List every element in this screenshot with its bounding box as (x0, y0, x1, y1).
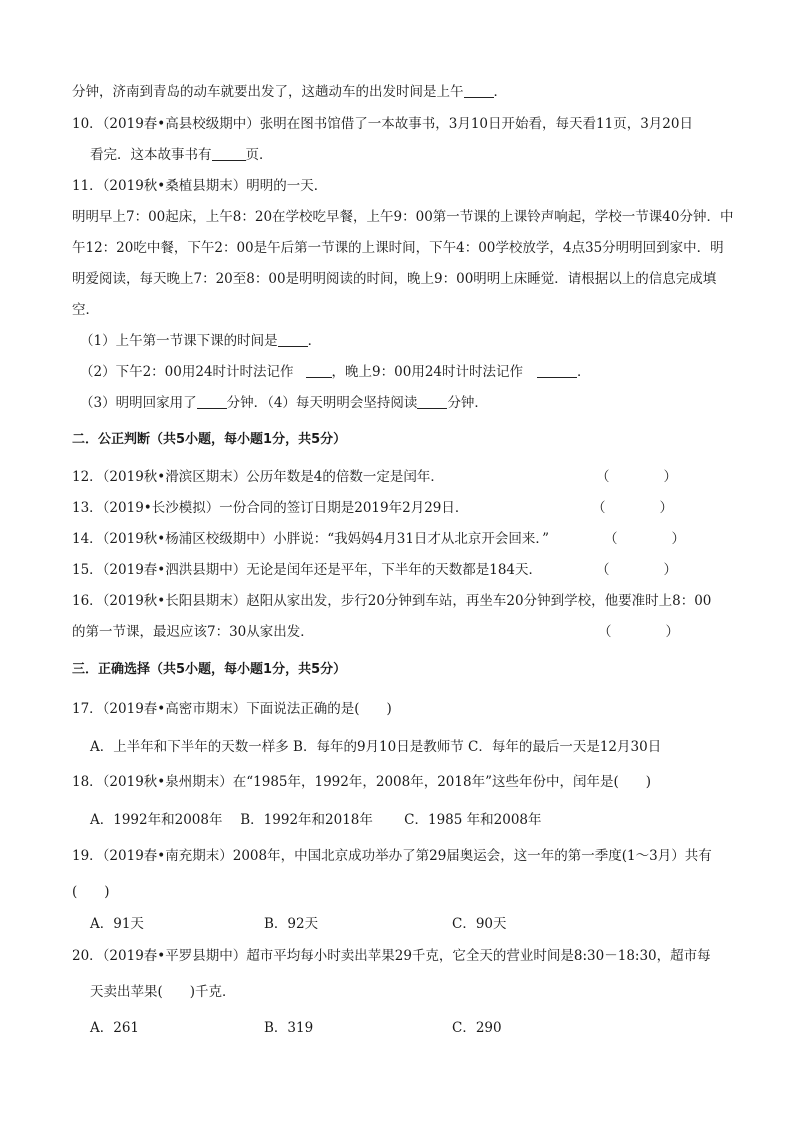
section-heading-judgment: 二．公正判断（共5小题，每小题1分，共5分） (72, 432, 347, 447)
question-17: 17．（2019春•高密市期末）下面说法正确的是( ) (72, 701, 392, 717)
question-11-sub3: （3）明明回家用了 分钟．（4）每天明明会坚持阅读 分钟． (80, 395, 488, 411)
question-18-options[interactable]: A．1992年和2008年 B．1992年和2018年 C．1985 年和2008年 (90, 812, 542, 828)
answer-blank[interactable] (212, 146, 246, 161)
question-20-line1: 20．（2019春•平罗县期中）超市平均每小时卖出苹果29千克，它全天的营业时间是8:30－18:30，超市每 (72, 948, 711, 964)
question-11-sub2: （2）下午2：00用24时计时法记作 ，晚上9：00用24时计时法记作 ． (80, 364, 591, 380)
answer-parens[interactable]: （ ） (604, 531, 685, 547)
question-11-head: 11．（2019秋•桑植县期末）明明的一天． (72, 178, 328, 194)
answer-blank[interactable] (537, 363, 577, 378)
question-10-line1: 10．（2019春•高县校级期中）张明在图书馆借了一本故事书，3月10日开始看，每天看11页，3月20日 (72, 116, 693, 132)
question-11-para: 午12：20吃中餐，下午2：00是午后第一节课的上课时间，下午4：00学校放学，4点35分明明回到家中．明 (72, 240, 724, 256)
question-14: 14．（2019秋•杨浦区校级期中）小胖说：“我妈妈4月31日才从北京开会回来．” (72, 531, 550, 547)
answer-parens[interactable]: （ ） (592, 500, 673, 516)
question-20-line2: 天卖出苹果( )千克． (90, 984, 236, 1000)
answer-parens[interactable]: （ ） (596, 562, 677, 578)
option-c[interactable]: C．90天 (452, 916, 507, 932)
option-b[interactable]: B．92天 (264, 916, 319, 932)
option-b[interactable]: B．319 (264, 1020, 314, 1036)
answer-blank[interactable] (197, 394, 227, 409)
option-a[interactable]: A．91天 (90, 916, 144, 932)
question-15: 15．（2019春•泗洪县期中）无论是闰年还是平年，下半年的天数都是184天． (72, 562, 543, 578)
option-a[interactable]: A．261 (90, 1020, 140, 1036)
answer-blank[interactable] (278, 332, 308, 347)
question-10-line2: 看完．这本故事书有 页． (90, 147, 273, 163)
question-18: 18．（2019秋•泉州期末）在“1985年，1992年，2008年，2018年”这些年份中，闰年是( ) (72, 774, 652, 790)
question-11-sub1: （1）上午第一节课下课的时间是 ． (80, 333, 322, 349)
question-11-para: 空． (72, 302, 99, 318)
question-11-para: 明爱阅读，每天晚上7：20至8：00是明明阅读的时间，晚上9：00明明上床睡觉．请根据以上的信息完成填 (72, 271, 717, 287)
answer-parens[interactable]: （ ） (596, 469, 677, 485)
question-12: 12．（2019秋•滑滨区期末）公历年数是4的倍数一定是闰年． (72, 469, 444, 485)
answer-blank[interactable] (417, 394, 447, 409)
question-13: 13．（2019•长沙模拟）一份合同的签订日期是2019年2月29日． (72, 500, 469, 516)
question-16-line2: 的第一节课，最迟应该7：30从家出发． (72, 624, 314, 640)
question-9-tail: 分钟，济南到青岛的动车就要出发了，这趟动车的出发时间是上午 ． (72, 84, 507, 100)
question-16-line1: 16．（2019秋•长阳县期末）赵阳从家出发，步行20分钟到车站，再坐车20分钟到学校，他要准时上8：00 (72, 593, 712, 609)
question-11-para: 明明早上7：00起床，上午8：20在学校吃早餐，上午9：00第一节课的上课铃声响起，学校一节课40分钟．中 (72, 209, 734, 225)
question-17-options[interactable]: A．上半年和下半年的天数一样多 B．每年的9月10日是教师节 C．每年的最后一天是12月30日 (90, 739, 662, 755)
answer-parens[interactable]: （ ） (598, 624, 679, 640)
answer-blank[interactable] (464, 83, 494, 98)
section-heading-choice: 三．正确选择（共5小题，每小题1分，共5分） (72, 662, 347, 677)
option-c[interactable]: C．290 (452, 1020, 502, 1036)
answer-blank[interactable] (306, 363, 332, 378)
question-19-line1: 19．（2019春•南充期末）2008年，中国北京成功举办了第29届奥运会，这一年的第一季度(1～3月）共有 (72, 848, 712, 864)
question-19-line2: ( ) (72, 884, 110, 900)
